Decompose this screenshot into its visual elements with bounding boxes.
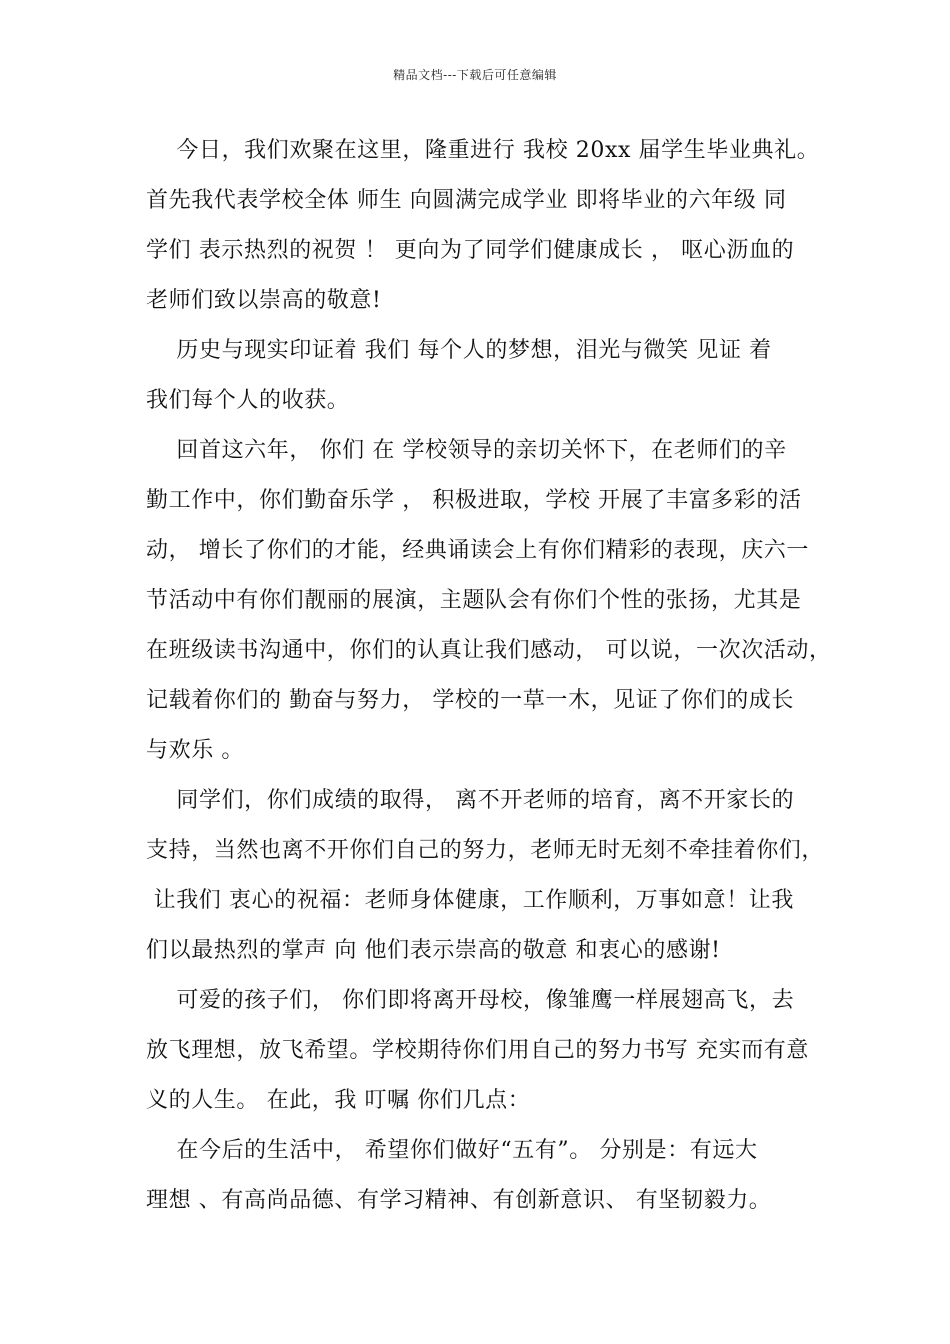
body-line: 学们 表示热烈的祝贺 ！ 更向为了同学们健康成长 ， 呕心沥血的 [146,238,795,263]
body-line: 同学们，你们成绩的取得， 离不开老师的培育，离不开家长的 [146,788,795,813]
body-line: 首先我代表学校全体 师生 向圆满完成学业 即将毕业的六年级 同 [146,188,787,213]
body-line: 老师们致以崇高的敬意! [146,288,382,313]
body-line: 可爱的孩子们， 你们即将离开母校，像雏鹰一样展翅高飞，去 [146,988,795,1013]
body-line: 让我们 衷心的祝福：老师身体健康，工作顺利，万事如意！让我 [146,888,794,913]
body-line: 回首这六年， 你们 在 学校领导的亲切关怀下，在老师们的辛 [146,438,787,463]
body-line: 勤工作中，你们勤奋乐学 ， 积极进取，学校 开展了丰富多彩的活 [146,488,802,513]
body-line: 支持，当然也离不开你们自己的努力，老师无时无刻不牵挂着你们， [146,838,825,863]
body-line: 在班级读书沟通中，你们的认真让我们感动， 可以说，一次次活动， [146,638,832,663]
body-line: 今日，我们欢聚在这里，隆重进行 我校 20xx 届学生毕业典礼。 [146,138,820,163]
body-line: 放飞理想，放飞希望。学校期待你们用自己的努力书写 充实而有意 [146,1038,809,1063]
body-line: 与欢乐 。 [146,738,244,763]
body-line: 动， 增长了你们的才能，经典诵读会上有你们精彩的表现，庆六一 [146,538,809,563]
body-line: 们以最热烈的掌声 向 他们表示崇高的敬意 和衷心的感谢! [146,938,721,963]
body-line: 在今后的生活中， 希望你们做好“五有”。 分别是：有远大 [146,1138,758,1163]
body-line: 记载着你们的 勤奋与努力， 学校的一草一木，见证了你们的成长 [146,688,794,713]
body-line: 理想 、有高尚品德、有学习精神、有创新意识、 有坚韧毅力。 [146,1188,772,1213]
body-line: 义的人生。 在此，我 叮嘱 你们几点： [146,1088,531,1113]
body-line: 我们每个人的收获。 [146,388,350,413]
body-line: 节活动中有你们靓丽的展演，主题队会有你们个性的张扬，尤其是 [146,588,802,613]
page-header: 精品文档---下载后可任意编辑 [393,68,557,82]
body-line: 历史与现实印证着 我们 每个人的梦想，泪光与微笑 见证 着 [146,338,772,363]
